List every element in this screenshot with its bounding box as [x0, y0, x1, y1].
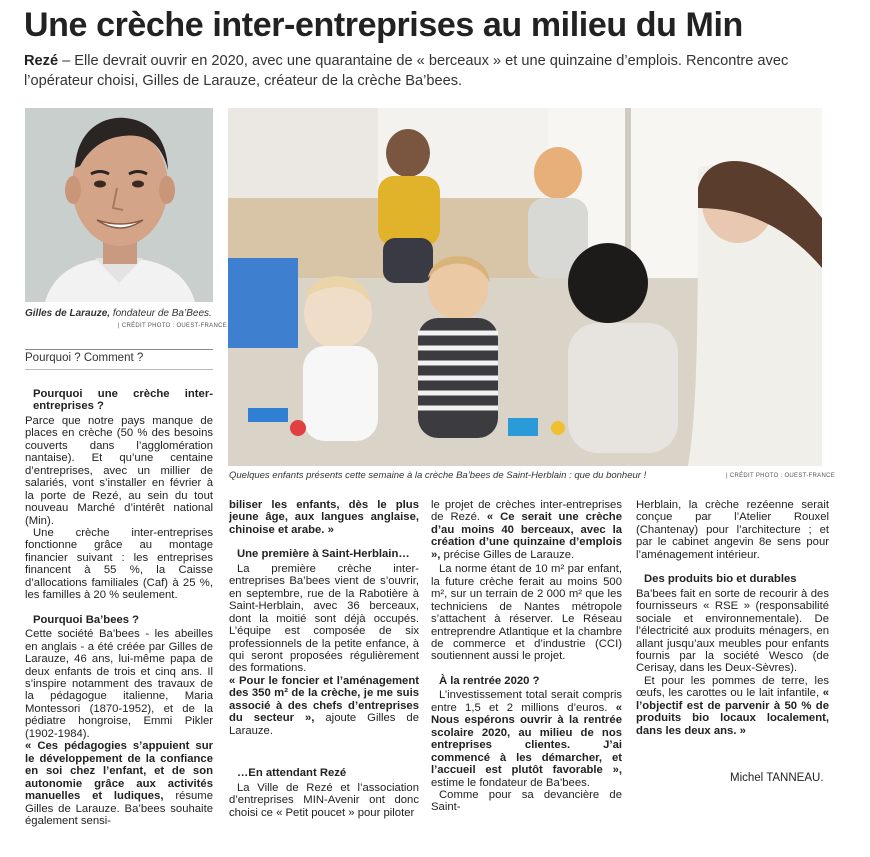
col4-p3-text: Et pour les pommes de terre, les œufs, les carottes ou le lait infantile,: [636, 674, 829, 700]
article-lead: [24, 51, 844, 91]
box-heading: Pourquoi ? Comment ?: [25, 352, 144, 364]
column-3: [431, 499, 622, 814]
col3-p3-text: L’investissement total serait compris entre 1,5 et 2 millions d’euros.: [431, 689, 622, 714]
col3-paragraph-1: [431, 499, 622, 561]
column-4: [636, 499, 829, 737]
col3-paragraph-2: La norme étant de 10 m² par enfant, la future crèche ferait au moins 500 m², sur un terrain de 2 000 m² que les techniciens de Nantes métropole s’attachent à réserver. Le Réseau entreprendre Atlantique et la chambre de commerce et d’industrie (CCI) soutiennent aussi le projet.: [431, 563, 622, 663]
heading-rentree-2020: À la rentrée 2020 ?: [439, 674, 540, 687]
col2-paragraph-3: [229, 675, 419, 737]
col4-paragraph-3: [636, 675, 829, 737]
box-heading-rule: [25, 369, 213, 370]
col4-paragraph-2: Ba’bees fait en sorte de recourir à des fournisseurs « RSE » (responsabilité sociale et environnementale). De l’électricité aux produits ménagers, en allant jusqu’aux meubles pour enfants fournis par la société Wesco (de Cerisay, dans les Deux-Sèvres).: [636, 587, 829, 675]
nursery-photo: [228, 108, 822, 466]
col4-paragraph-1: Herblain, la crèche rezéenne serait conçue par l’Atelier Rouxel (Chantenay) pour l’architecture ; et par le cabinet angevin 8e sens pour l’aménagement intérieur.: [636, 499, 829, 561]
col1-paragraph-4: [25, 740, 213, 827]
col1-quote: « Ces pédagogies s’appuient sur le développement de la confiance en soi chez l’enfant, et de son autonomie grâce aux activités manuelles et ludiques,: [25, 740, 213, 803]
col2-paragraph-2: La première crèche inter-entreprises Ba’bees vient de s’ouvrir, en septembre, rue de la Rabotière à Saint-Herblain, avec 36 berceaux, dont la moitié sont déjà occupés. L’équipe est composée de six professionnels de la petite enfance, à qui seront proposées régulièrement des formations.: [229, 562, 419, 675]
lead-place: Rezé: [24, 53, 59, 69]
portrait-caption-name: Gilles de Larauze,: [25, 308, 111, 319]
heading-bio-products: Des produits bio et durables: [644, 573, 797, 586]
col3-paragraph-3: [431, 689, 622, 789]
col1-paragraph-1: Parce que notre pays manque de places en crèche (50 % des besoins couverts dans l’agglomération nantaise). Et qu’une centaine d’entreprises, avec un millier de salariés, vont s’installer en février à la porte de Rezé, au sein du tout nouveau Marché d’intérêt national (Min).: [25, 414, 213, 527]
col3-paragraph-4: Comme pour sa devancière de Saint-: [431, 788, 622, 814]
col2-paragraph-4: La Ville de Rezé et l’association d’entreprises MIN-Avenir ont donc choisi ce « Petit poucet » pour piloter: [229, 781, 419, 819]
col4-quote: « l’objectif est de parvenir à 50 % de produits bio locaux localement, dans les deux ans. »: [636, 687, 829, 737]
col2-quote-rest: ajoute Gilles de Larauze.: [229, 712, 419, 737]
column-2: [229, 499, 419, 819]
lead-text: – Elle devrait ouvrir en 2020, avec une quarantaine de « berceaux » et une quinzaine d’emplois. Rencontre avec l’opérateur choisi, Gilles de Larauze, créateur de la crèche Ba’bees.: [24, 53, 789, 89]
photo-credit: | CRÉDIT PHOTO : OUEST-FRANCE: [726, 473, 836, 479]
portrait-credit: | CRÉDIT PHOTO : OUEST-FRANCE: [118, 323, 228, 329]
heading-why-babees: Pourquoi Ba’bees ?: [33, 613, 140, 626]
portrait-photo: [25, 108, 213, 302]
col2-quote-continued: biliser les enfants, dès le plus jeune âge, aux langues anglaise, chinoise et arabe. »: [229, 499, 419, 536]
box-top-rule: [25, 349, 213, 350]
heading-why-crèche: Pourquoi une crèche inter-entreprises ?: [33, 388, 213, 413]
portrait-caption-rest: fondateur de Ba’Bees.: [110, 308, 212, 319]
heading-first-saint-herblain: Une première à Saint-Herblain…: [237, 548, 410, 561]
nursery-illustration: [228, 108, 822, 466]
heading-waiting-reze: …En attendant Rezé: [237, 767, 347, 780]
col3-quote-rest: précise Gilles de Larauze.: [440, 548, 575, 561]
col3-quote-2-rest: estime le fondateur de Ba’bees.: [431, 776, 590, 789]
col3-quote-2: « Nous espérons ouvrir à la rentrée scolaire 2020, au milieu de nos entreprises clientes. J’ai commencé à les démarcher, et l’accueil est plutôt favorable »,: [431, 701, 622, 777]
author-signature: Michel TANNEAU.: [730, 772, 824, 784]
column-1: [25, 376, 213, 827]
col2-quote: « Pour le foncier et l’aménagement des 350 m² de la crèche, je me suis associé à des chefs d’entreprises du secteur »,: [229, 674, 419, 725]
article-title: Une crèche inter-entreprises au milieu du Min: [24, 6, 743, 44]
col1-paragraph-3: Cette société Ba’bees - les abeilles en anglais - a été créée par Gilles de Larauze, 46 ans, lui-même papa de deux enfants de trois et cinq ans. Il s’inspire notamment des travaux de la pédagogue italienne, Maria Montessori (1870-1952), et de la pédiatre hongroise, Emmi Pikler (1902-1984).: [25, 628, 213, 740]
portrait-caption: [25, 308, 213, 320]
photo-caption: Quelques enfants présents cette semaine à la crèche Ba’bees de Saint-Herblain : que du bonheur !: [229, 470, 647, 481]
col1-quote-rest: résume Gilles de Larauze. Ba’bees souhaite également sensi-: [25, 790, 213, 827]
portrait-illustration: [25, 108, 213, 302]
col3-p1-text: le projet de crèches inter-entreprises de Rezé.: [431, 499, 622, 524]
col3-quote: « Ce serait une crèche d’au moins 40 berceaux, avec la création d’une quinzaine d’emplois »,: [431, 511, 622, 561]
col1-paragraph-2: Une crèche inter-entreprises fonctionne grâce au montage financier suivant : les entreprises financent à 55 %, la Caisse d’allocations familiales (Caf) à 25 %, les familles à 20 % seulement.: [25, 526, 213, 602]
